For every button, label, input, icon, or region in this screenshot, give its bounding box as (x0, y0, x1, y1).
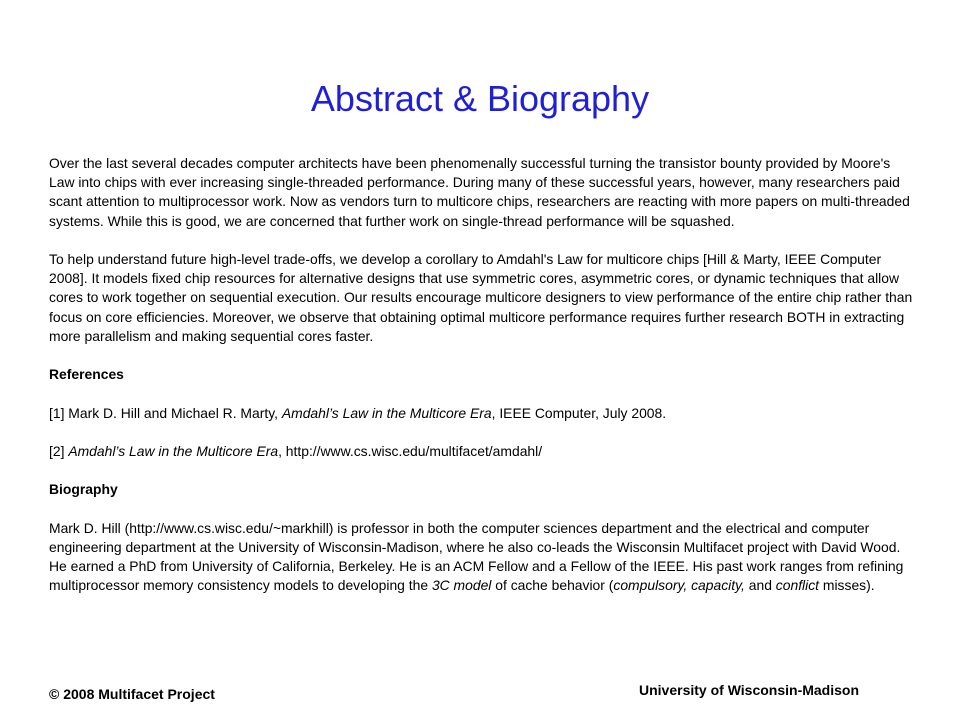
references-heading: References (49, 366, 124, 383)
reference-2 (49, 442, 919, 461)
biography-term-2: conflict (775, 577, 820, 594)
copyright-footer: © 2008 Multifacet Project (49, 686, 215, 702)
biography-mid-1: of cache behavior ( (491, 577, 614, 594)
reference-1-suffix: , IEEE Computer, July 2008. (491, 404, 667, 421)
reference-2-suffix: , http://www.cs.wisc.edu/multifacet/amdahl/ (278, 442, 543, 459)
abstract-paragraph-1: Over the last several decades computer architects have been phenomenally successful turning the transistor bounty provided by Moore's Law into chips with ever increasing single-threaded performance. During many of these successful years, however, many researchers paid scant attention to multiprocessor work. Now as vendors turn to multicore chips, researchers are reacting with more papers on multi-threaded systems. While this is good, we are concerned that further work on single-thread performance will be squashed. (49, 155, 910, 229)
biography-paragraph (49, 519, 919, 596)
reference-1-title: Amdahl’s Law in the Multicore Era (281, 404, 492, 421)
spacer (49, 461, 919, 480)
biography-model-term: 3C model (431, 577, 492, 594)
reference-1 (49, 404, 919, 423)
biography-heading: Biography (49, 481, 118, 498)
spacer (49, 500, 919, 519)
university-footer: University of Wisconsin-Madison (639, 682, 860, 698)
page-title: Abstract & Biography (310, 78, 650, 119)
abstract-paragraph-2: To help understand future high-level trade-offs, we develop a corollary to Amdahl's Law for multicore chips [Hill & Marty, IEEE Computer 2008]. It models fixed chip resources for alternative designs that use symmetric cores, asymmetric cores, or dynamic techniques that allow cores to work together on sequential execution. Our results encourage multicore designers to view performance of the entire chip rather than focus on core efficiencies. Moreover, we observe that obtaining optimal multicore performance requires further research BOTH in extracting more parallelism and making sequential cores faster. (49, 251, 913, 344)
reference-2-title: Amdahl’s Law in the Multicore Era (68, 442, 279, 459)
biography-text: Mark D. Hill (http://www.cs.wisc.edu/~markhill) is professor in both the computer sciences department and the electrical and computer engineering department at the University of Wisconsin-Madison, where he also co-leads the Wisconsin Multifacet project with David Wood. He earned a PhD from University of California, Berkeley. He is an ACM Fellow and a Fellow of the IEEE. His past work ranges from refining multiprocessor memory consistency models to developing the (49, 519, 904, 594)
spacer (49, 423, 919, 442)
spacer (49, 384, 919, 403)
slide-body (49, 154, 919, 596)
reference-2-prefix: [2] (49, 442, 69, 459)
biography-mid-2: and (744, 577, 776, 594)
spacer (49, 231, 919, 250)
spacer (49, 346, 919, 365)
biography-term-1: compulsory, capacity, (613, 577, 745, 594)
biography-end: misses). (819, 577, 875, 594)
reference-1-prefix: [1] Mark D. Hill and Michael R. Marty, (49, 404, 282, 421)
